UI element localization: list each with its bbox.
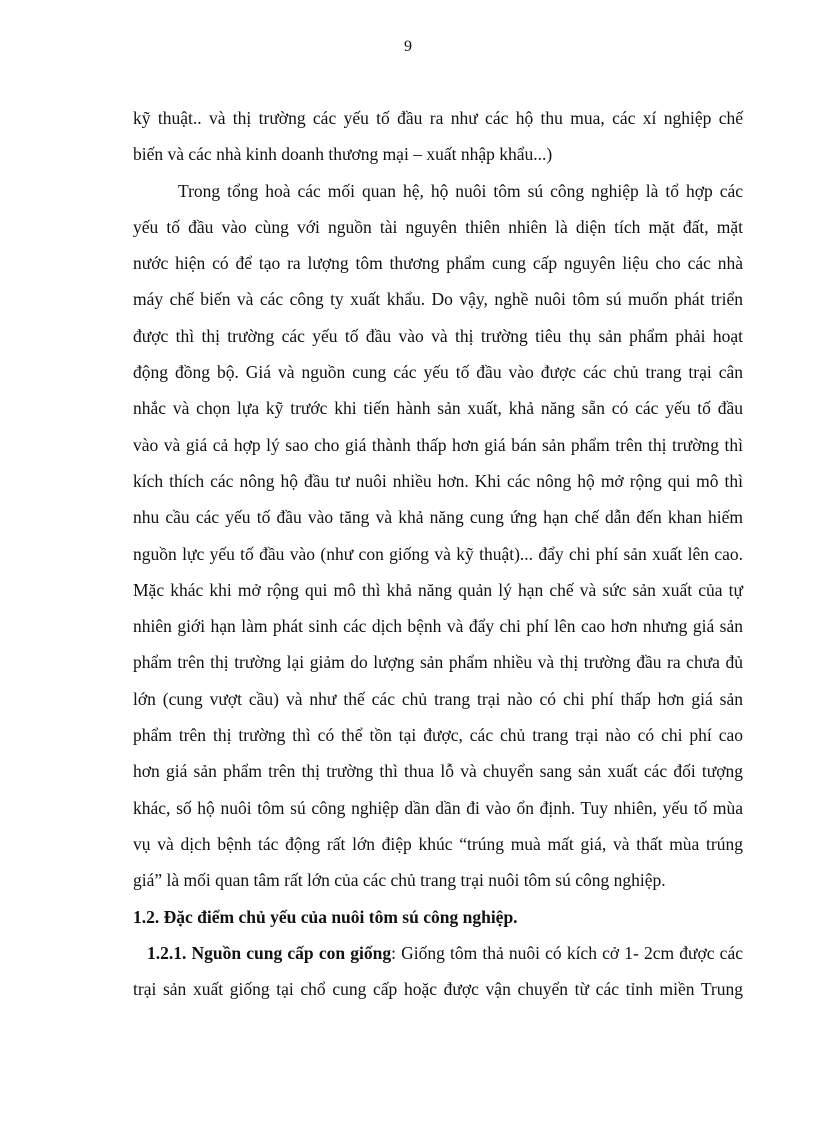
paragraph-line: yếu tố đầu vào cùng với nguồn tài nguyên thiên nhiên là diện tích mặt đất, mặt bbox=[133, 216, 743, 237]
paragraph-line: trại sản xuất giống tại chổ cung cấp hoặc được vận chuyển từ các tỉnh miền Trung bbox=[133, 979, 743, 1000]
paragraph-line: kích thích các nông hộ đầu tư nuôi nhiều hơn. Khi các nông hộ mở rộng qui mô thì bbox=[133, 470, 743, 491]
subsection-text: : Giống tôm thả nuôi có kích cở 1- 2cm được các bbox=[391, 942, 743, 963]
paragraph-line: Trong tổng hoà các mối quan hệ, hộ nuôi tôm sú công nghiệp là tổ hợp các bbox=[178, 180, 743, 201]
body-text bbox=[133, 100, 743, 1007]
paragraph-line: được thì thị trường các yếu tố đầu vào và thị trường tiêu thụ sản phẩm phải hoạt bbox=[133, 325, 743, 346]
paragraph-line: phẩm trên thị trường lại giảm do lượng sản phẩm nhiều và thị trường đầu ra chưa đủ bbox=[133, 652, 743, 673]
paragraph-line: động đồng bộ. Giá và nguồn cung các yếu tố đầu vào được các chủ trang trại cân bbox=[133, 362, 743, 383]
paragraph-line: khác, số hộ nuôi tôm sú công nghiệp dần dần đi vào ổn định. Tuy nhiên, yếu tố mùa bbox=[133, 797, 743, 818]
paragraph-line: nhiên giới hạn làm phát sinh các dịch bệnh và đẩy chi phí lên cao hơn nhưng giá sản bbox=[133, 616, 743, 637]
subsection-line bbox=[133, 935, 743, 971]
paragraph-line: nước hiện có để tạo ra lượng tôm thương phẩm cung cấp nguyên liệu cho các nhà bbox=[133, 253, 743, 274]
section-heading: 1.2. Đặc điểm chủ yếu của nuôi tôm sú công nghiệp. bbox=[133, 906, 518, 927]
paragraph-line: biến và các nhà kinh doanh thương mại – xuất nhập khẩu...) bbox=[133, 144, 553, 165]
paragraph-line: vào và giá cả hợp lý sao cho giá thành thấp hơn giá bán sản phẩm trên thị trường thì bbox=[133, 434, 743, 455]
paragraph-line: hơn giá sản phẩm trên thị trường thì thua lỗ và chuyển sang sản xuất các đối tượng bbox=[133, 761, 743, 782]
paragraph-line: máy chế biến và các công ty xuất khẩu. Do vậy, nghề nuôi tôm sú muốn phát triển bbox=[133, 289, 743, 310]
paragraph-line: kỹ thuật.. và thị trường các yếu tố đầu ra như các hộ thu mua, các xí nghiệp chế bbox=[133, 108, 743, 128]
paragraph-line: nhu cầu các yếu tố đầu vào tăng và khả năng cung ứng hạn chế dẫn đến khan hiếm bbox=[133, 507, 743, 528]
subsection-heading: 1.2.1. Nguồn cung cấp con giống bbox=[147, 942, 392, 963]
paragraph-line: nhắc và chọn lựa kỹ trước khi tiến hành sản xuất, khả năng sẵn có các yếu tố đầu bbox=[133, 398, 743, 419]
paragraph-line: lớn (cung vượt cầu) và như thế các chủ trang trại nào có chi phí thấp hơn giá sản bbox=[133, 688, 743, 709]
paragraph-line: nguồn lực yếu tố đầu vào (như con giống và kỹ thuật)... đẩy chi phí sản xuất lên cao. bbox=[133, 543, 743, 564]
page-number: 9 bbox=[404, 38, 412, 55]
paragraph-line: vụ và dịch bệnh tác động rất lớn điệp khúc “trúng muà mất giá, và thất mùa trúng bbox=[133, 833, 743, 854]
paragraph-line: Mặc khác khi mở rộng qui mô thì khả năng quản lý hạn chế và sức sản xuất của tự bbox=[133, 579, 743, 600]
paragraph-line: phẩm trên thị trường thì có thể tồn tại được, các chủ trang trại nào có chi phí cao bbox=[133, 725, 743, 746]
paragraph-line: giá” là mối quan tâm rất lớn của các chủ trang trại nuôi tôm sú công nghiệp. bbox=[133, 870, 666, 891]
